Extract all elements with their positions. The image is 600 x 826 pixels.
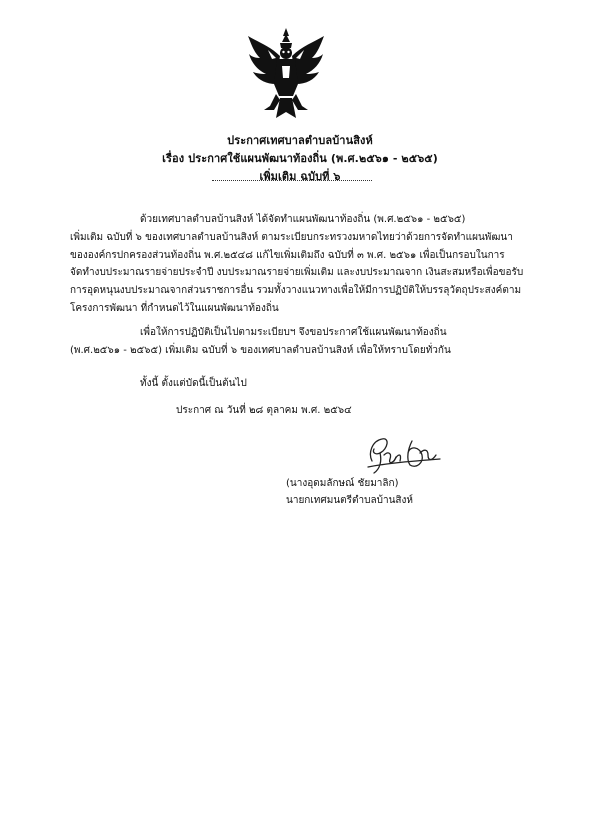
announcement-date: ประกาศ ณ วันที่ ๒๘ ตุลาคม พ.ศ. ๒๕๖๔ xyxy=(176,405,352,416)
garuda-emblem-icon xyxy=(246,26,326,122)
paragraph-2-line: เพื่อให้การปฏิบัติเป็นไปตามระเบียบฯ จึงขอประกาศใช้แผนพัฒนาท้องถิ่น xyxy=(140,327,447,338)
signatory-name: (นางอุดมลักษณ์ ชัยมาลิก) xyxy=(286,478,399,489)
signatory-position: นายกเทศมนตรีตำบลบ้านสิงห์ xyxy=(286,495,413,506)
effective-statement: ทั้งนี้ ตั้งแต่บัดนี้เป็นต้นไป xyxy=(140,378,247,389)
dotted-divider xyxy=(212,180,372,181)
paragraph-2-line: (พ.ศ.๒๕๖๑ - ๒๕๖๕) เพิ่มเติม ฉบับที่ ๖ ของเทศบาลตำบลบ้านสิงห์ เพื่อให้ทราบโดยทั่วกัน xyxy=(70,344,451,356)
paragraph-2 xyxy=(70,324,451,360)
paragraph-1-line: เพิ่มเติม ฉบับที่ ๖ ของเทศบาลตำบลบ้านสิงห์ ตามระเบียบกระทรวงมหาดไทยว่าด้วยการจัดทำแผนพัฒนา xyxy=(70,231,513,243)
paragraph-1 xyxy=(70,211,523,318)
document-amendment: เพิ่มเติม ฉบับที่ ๖ xyxy=(259,170,341,183)
document-title: ประกาศเทศบาลตำบลบ้านสิงห์ xyxy=(227,134,373,147)
paragraph-1-line: โครงการพัฒนา ที่กำหนดไว้ในแผนพัฒนาท้องถิ่น xyxy=(70,302,279,314)
paragraph-1-line: การอุดหนุนงบประมาณจากส่วนราชการอื่น รวมทั้งวางแนวทางเพื่อให้มีการปฏิบัติให้บรรลุวัตถุประสงค์ตาม xyxy=(70,285,522,297)
paragraph-1-line: ขององค์กรปกครองส่วนท้องถิ่น พ.ศ.๒๕๔๘ แก้ไขเพิ่มเติมถึง ฉบับที่ ๓ พ.ศ. ๒๕๖๑ เพื่อเป็นกรอบในการ xyxy=(70,249,505,261)
paragraph-1-line: ด้วยเทศบาลตำบลบ้านสิงห์ ได้จัดทำแผนพัฒนาท้องถิ่น (พ.ศ.๒๕๖๑ - ๒๕๖๕) xyxy=(140,214,466,225)
document-subject: เรื่อง ประกาศใช้แผนพัฒนาท้องถิ่น (พ.ศ.๒๕๖๑ - ๒๕๖๕) xyxy=(162,152,438,165)
handwritten-signature xyxy=(358,431,444,477)
paragraph-1-line: จัดทำงบประมาณรายจ่ายประจำปี งบประมาณรายจ่ายเพิ่มเติม และงบประมาณจาก เงินสะสมหรือเพื่อขอรับ xyxy=(70,267,524,279)
